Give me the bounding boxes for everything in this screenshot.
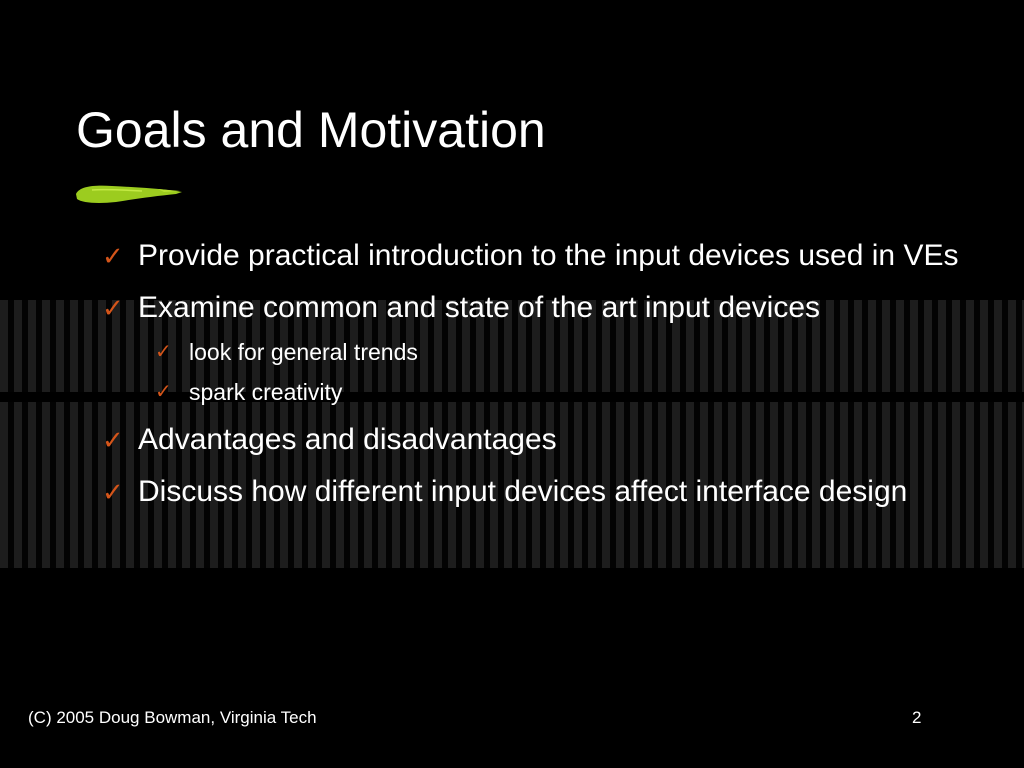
bullet-text: Advantages and disadvantages	[138, 423, 557, 456]
slide-title: Goals and Motivation	[76, 102, 546, 158]
bullet-list	[100, 232, 960, 516]
bullet-item	[100, 468, 960, 516]
bullet-text: Provide practical introduction to the input devices used in VEs	[138, 239, 959, 272]
bullet-text: Examine common and state of the art input devices	[138, 291, 821, 324]
checkmark-icon: ✓	[102, 425, 124, 455]
checkmark-icon: ✓	[155, 341, 172, 363]
checkmark-icon: ✓	[102, 241, 124, 271]
footer-copyright: (C) 2005 Doug Bowman, Virginia Tech	[28, 708, 317, 727]
sub-bullet-item	[100, 372, 960, 412]
sub-bullet-text: look for general trends	[189, 339, 418, 365]
checkmark-icon: ✓	[102, 477, 124, 507]
bullet-item	[100, 284, 960, 332]
green-brush-stroke-icon	[72, 180, 184, 208]
checkmark-icon: ✓	[102, 293, 124, 323]
sub-bullet-item	[100, 332, 960, 372]
checkmark-icon: ✓	[155, 381, 172, 403]
bullet-item	[100, 416, 960, 464]
bullet-item	[100, 232, 960, 280]
sub-bullet-text: spark creativity	[189, 379, 343, 405]
page-number: 2	[912, 708, 922, 727]
bullet-text: Discuss how different input devices affect interface design	[138, 475, 908, 508]
